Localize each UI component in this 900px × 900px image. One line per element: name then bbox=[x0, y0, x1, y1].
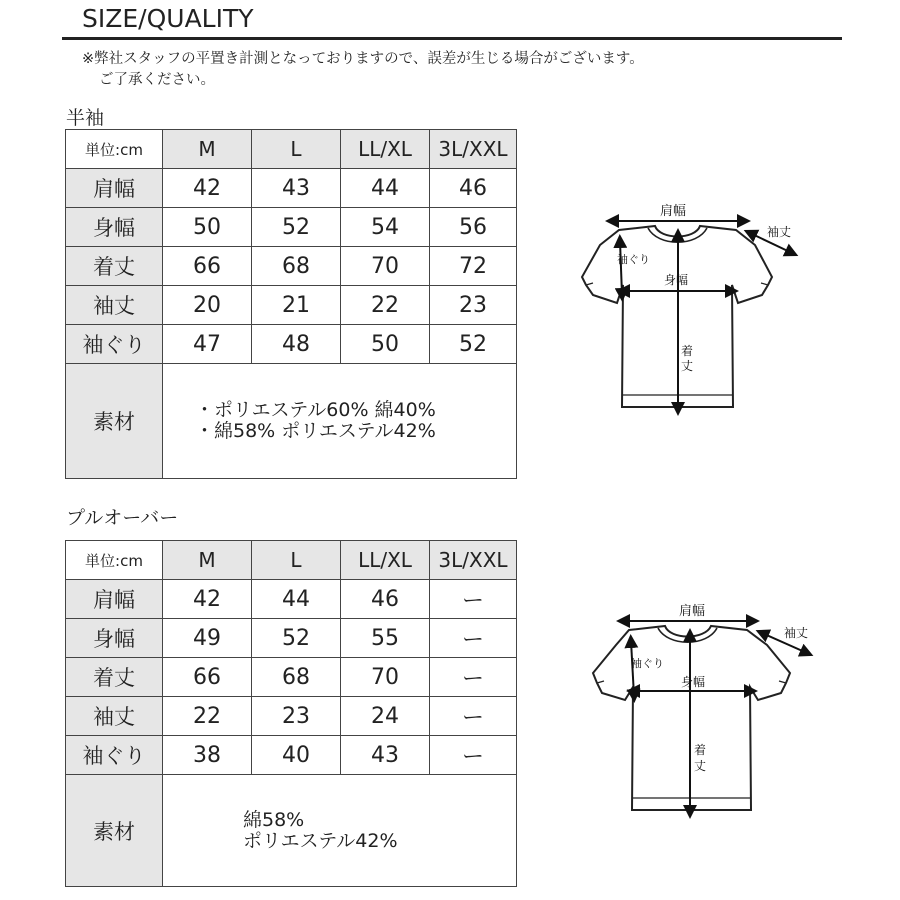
label-body-width: 身幅 bbox=[681, 675, 706, 689]
material-label: 素材 bbox=[66, 775, 163, 887]
table-cell: 72 bbox=[430, 247, 517, 286]
note-line-1: ※弊社スタッフの平置き計測となっておりますので、誤差が生じる場合がございます。 bbox=[82, 51, 644, 67]
table-cell: 43 bbox=[341, 736, 430, 775]
row-label: 袖ぐり bbox=[66, 325, 163, 364]
size-header: L bbox=[252, 130, 341, 169]
material-row bbox=[66, 775, 517, 887]
shirt-outline bbox=[593, 626, 790, 810]
row-label: 肩幅 bbox=[66, 169, 163, 208]
size-header: L bbox=[252, 541, 341, 580]
table-cell: 68 bbox=[252, 247, 341, 286]
table-cell: 66 bbox=[163, 247, 252, 286]
table-header-row bbox=[66, 130, 517, 169]
note-line-2: ご了承ください。 bbox=[99, 72, 215, 88]
table-row bbox=[66, 208, 517, 247]
material-row bbox=[66, 364, 517, 479]
row-label: 着丈 bbox=[66, 658, 163, 697]
label-length-1: 着 bbox=[694, 743, 707, 757]
row-label: 袖丈 bbox=[66, 697, 163, 736]
table-row bbox=[66, 247, 517, 286]
table-cell: 46 bbox=[430, 169, 517, 208]
table-cell: 52 bbox=[252, 619, 341, 658]
table-row bbox=[66, 580, 517, 619]
table-header-row bbox=[66, 541, 517, 580]
table-cell: 42 bbox=[163, 580, 252, 619]
table-cell: 44 bbox=[341, 169, 430, 208]
material-line: ・ポリエステル60% 綿40% bbox=[195, 399, 436, 421]
size-header: M bbox=[163, 541, 252, 580]
table-cell: ー bbox=[430, 580, 517, 619]
table-cell: 70 bbox=[341, 247, 430, 286]
measurement-note bbox=[82, 49, 644, 91]
unit-label: 単位:cm bbox=[66, 130, 163, 169]
size-header: 3L/XXL bbox=[430, 130, 517, 169]
size-header: LL/XL bbox=[341, 541, 430, 580]
material-value bbox=[163, 775, 517, 887]
table-cell: 56 bbox=[430, 208, 517, 247]
table-cell: 20 bbox=[163, 286, 252, 325]
table-row bbox=[66, 697, 517, 736]
row-label: 身幅 bbox=[66, 619, 163, 658]
size-header: LL/XL bbox=[341, 130, 430, 169]
table-cell: 23 bbox=[430, 286, 517, 325]
material-label: 素材 bbox=[66, 364, 163, 479]
table-cell: 22 bbox=[163, 697, 252, 736]
table-cell: 48 bbox=[252, 325, 341, 364]
material-line: ポリエステル42% bbox=[243, 829, 398, 852]
material-value bbox=[163, 364, 517, 479]
table-cell: 38 bbox=[163, 736, 252, 775]
table-cell: 47 bbox=[163, 325, 252, 364]
label-shoulder: 肩幅 bbox=[679, 604, 706, 619]
tshirt-diagram-short-sleeve bbox=[560, 195, 810, 424]
table-cell: 50 bbox=[163, 208, 252, 247]
tshirt-diagram-pullover bbox=[575, 595, 825, 824]
label-length-1: 着 bbox=[681, 344, 694, 358]
table-row bbox=[66, 658, 517, 697]
table-cell: 49 bbox=[163, 619, 252, 658]
label-length-2: 丈 bbox=[694, 759, 707, 773]
row-label: 袖ぐり bbox=[66, 736, 163, 775]
page-title: SIZE/QUALITY bbox=[82, 4, 254, 33]
table-cell: 52 bbox=[252, 208, 341, 247]
label-armhole: 袖ぐり bbox=[631, 657, 664, 670]
table-row bbox=[66, 286, 517, 325]
table-row bbox=[66, 736, 517, 775]
table-cell: ー bbox=[430, 619, 517, 658]
table-cell: 55 bbox=[341, 619, 430, 658]
table-row bbox=[66, 325, 517, 364]
table-cell: 21 bbox=[252, 286, 341, 325]
row-label: 身幅 bbox=[66, 208, 163, 247]
table-cell: ー bbox=[430, 736, 517, 775]
label-sleeve-length: 袖丈 bbox=[767, 225, 792, 239]
table-cell: 70 bbox=[341, 658, 430, 697]
title-divider bbox=[62, 37, 842, 40]
table-cell: 42 bbox=[163, 169, 252, 208]
size-table-pullover bbox=[65, 540, 517, 887]
table-cell: 68 bbox=[252, 658, 341, 697]
label-armhole: 袖ぐり bbox=[617, 253, 650, 266]
table-cell: 50 bbox=[341, 325, 430, 364]
section-label-pullover: プルオーバー bbox=[66, 507, 179, 529]
table-cell: 24 bbox=[341, 697, 430, 736]
label-length-2: 丈 bbox=[681, 359, 694, 373]
table-cell: 23 bbox=[252, 697, 341, 736]
table-cell: 44 bbox=[252, 580, 341, 619]
unit-label: 単位:cm bbox=[66, 541, 163, 580]
table-cell: 54 bbox=[341, 208, 430, 247]
table-cell: 66 bbox=[163, 658, 252, 697]
table-row bbox=[66, 619, 517, 658]
section-label-short-sleeve: 半袖 bbox=[66, 107, 105, 129]
label-sleeve-length: 袖丈 bbox=[784, 626, 809, 640]
table-cell: ー bbox=[430, 658, 517, 697]
size-table-short-sleeve bbox=[65, 129, 517, 479]
material-line: 綿58% bbox=[243, 808, 305, 831]
table-row bbox=[66, 169, 517, 208]
label-shoulder: 肩幅 bbox=[660, 204, 687, 219]
row-label: 肩幅 bbox=[66, 580, 163, 619]
material-line: ・綿58% ポリエステル42% bbox=[195, 420, 436, 442]
row-label: 袖丈 bbox=[66, 286, 163, 325]
table-cell: 52 bbox=[430, 325, 517, 364]
label-body-width: 身幅 bbox=[664, 273, 689, 287]
table-cell: 40 bbox=[252, 736, 341, 775]
size-header: M bbox=[163, 130, 252, 169]
table-cell: 43 bbox=[252, 169, 341, 208]
size-header: 3L/XXL bbox=[430, 541, 517, 580]
row-label: 着丈 bbox=[66, 247, 163, 286]
table-cell: ー bbox=[430, 697, 517, 736]
table-cell: 46 bbox=[341, 580, 430, 619]
table-cell: 22 bbox=[341, 286, 430, 325]
